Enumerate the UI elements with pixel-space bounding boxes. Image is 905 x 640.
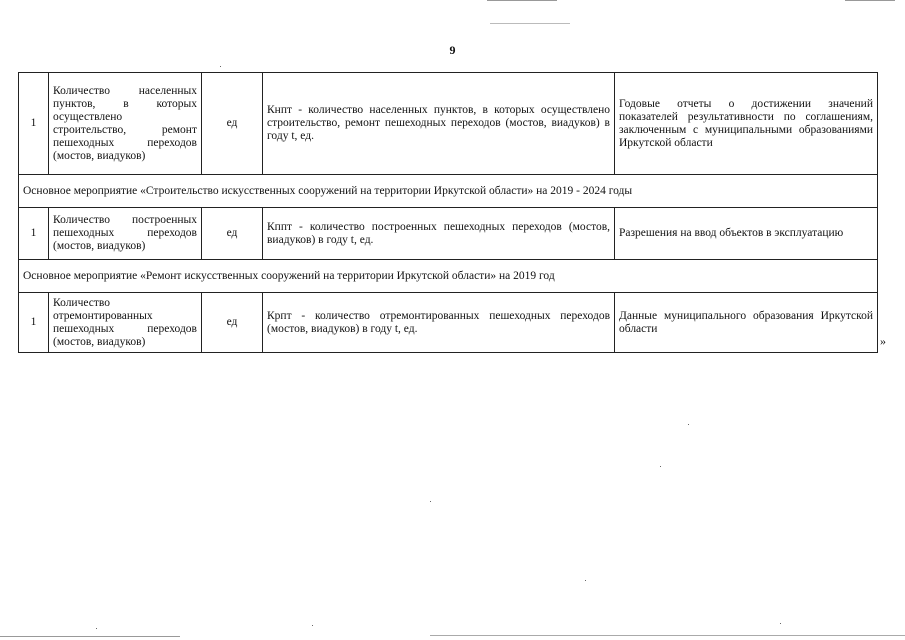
unit-of-measure: ед [202, 293, 263, 353]
section-title: Основное мероприятие «Ремонт искусственных сооружений на территории Иркутской области» на 2019 год [19, 260, 878, 293]
scan-speck [312, 625, 313, 626]
section-title: Основное мероприятие «Строительство искусственных сооружений на территории Иркутской области» на 2019 - 2024 годы [19, 175, 878, 208]
data-source: Разрешения на ввод объектов в эксплуатацию [615, 208, 878, 260]
closing-quote-mark: » [880, 334, 886, 348]
calculation-formula: Крпт - количество отремонтированных пешеходных переходов (мостов, виадуков) в году t, ед. [263, 293, 615, 353]
scan-speck [96, 628, 97, 629]
indicator-name: Количество населенных пунктов, в которых осуществлено строительство, ремонт пешеходных переходов (мостов, виадуков) [49, 73, 202, 175]
scan-speck [660, 466, 661, 467]
data-source: Данные муниципального образования Иркутской области [615, 293, 878, 353]
table-row [19, 208, 878, 260]
table-row [19, 73, 878, 175]
table-row [19, 293, 878, 353]
calculation-formula: Кнпт - количество населенных пунктов, в которых осуществлено строительство, ремонт пешеходных переходов (мостов, виадуков) в году t, ед. [263, 73, 615, 175]
section-row [19, 175, 878, 208]
indicator-name: Количество построенных пешеходных переходов (мостов, виадуков) [49, 208, 202, 260]
scan-artifact-line [490, 23, 570, 24]
scan-speck [585, 580, 586, 581]
indicator-name: Количество отремонтированных пешеходных переходов (мостов, виадуков) [49, 293, 202, 353]
scan-speck [220, 66, 221, 67]
scan-speck [688, 424, 689, 425]
indicators-table [18, 72, 878, 353]
scan-artifact-line [430, 635, 905, 636]
row-number: 1 [19, 73, 49, 175]
scan-artifact-line [845, 0, 895, 1]
row-number: 1 [19, 208, 49, 260]
section-row [19, 260, 878, 293]
scan-artifact-line [0, 636, 180, 637]
unit-of-measure: ед [202, 208, 263, 260]
calculation-formula: Кппт - количество построенных пешеходных переходов (мостов, виадуков) в году t, ед. [263, 208, 615, 260]
row-number: 1 [19, 293, 49, 353]
scan-artifact-line [487, 0, 557, 1]
scan-speck [430, 501, 431, 502]
scan-speck [780, 623, 781, 624]
unit-of-measure: ед [202, 73, 263, 175]
data-source: Годовые отчеты о достижении значений показателей результативности по соглашениям, заключенным с муниципальными образованиями Иркутской области [615, 73, 878, 175]
page-number: 9 [449, 43, 456, 57]
